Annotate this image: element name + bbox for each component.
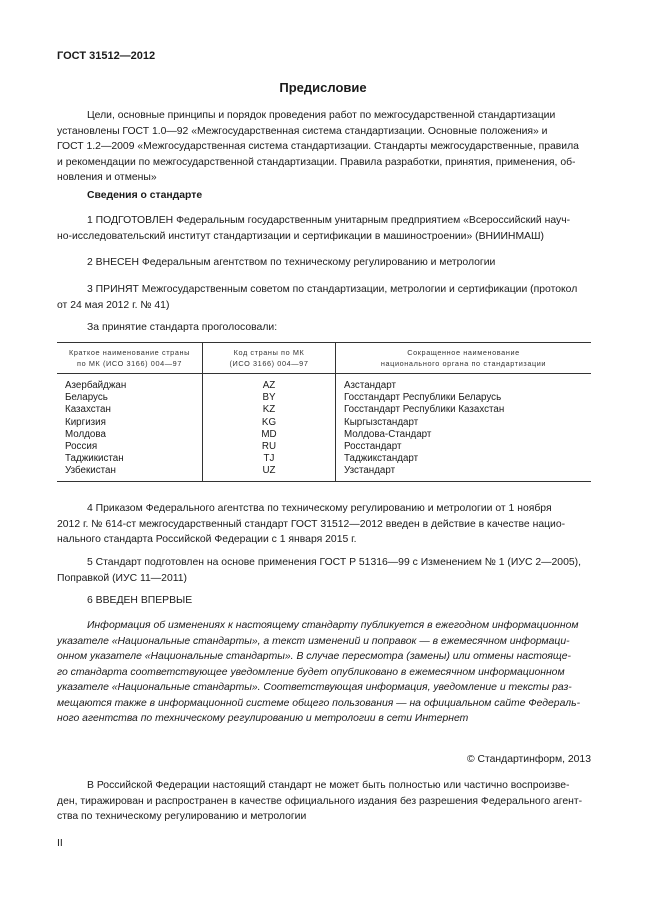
item-6-paragraph: [57, 593, 591, 609]
intro-line: ГОСТ 1.2—2009 «Межгосударственная система стандартизации. Стандарты межгосударственные, правила: [57, 141, 579, 152]
body-cell: Азстандарт: [336, 374, 592, 393]
item-4-line: 4 Приказом Федерального агентства по техническому регулированию и метрологии от 1 ноября: [87, 503, 552, 514]
body-cell: Узстандарт: [336, 465, 592, 481]
notice-paragraph: [57, 778, 591, 825]
table-row: [57, 392, 591, 404]
item-3-line: 3 ПРИНЯТ Межгосударственным советом по стандартизации, метрологии и сертификации (протокол: [87, 284, 578, 295]
notice-line: ства по техническому регулированию и метрологии: [57, 811, 307, 822]
vote-intro: За принятие стандарта проголосовали:: [87, 322, 278, 333]
code-cell: KZ: [203, 404, 336, 416]
code-cell: KG: [203, 417, 336, 429]
intro-line: новления и отмены»: [57, 172, 157, 183]
item-4-line: нального стандарта Российской Федерации с 1 января 2015 г.: [57, 534, 357, 545]
table-row: [57, 429, 591, 441]
item-4-paragraph: [57, 501, 591, 548]
intro-line: установлены ГОСТ 1.0—92 «Межгосударственная система стандартизации. Основные положения» и: [57, 125, 548, 137]
votes-table: [57, 342, 591, 482]
body-cell: Росстандарт: [336, 441, 592, 453]
country-cell: Молдова: [65, 428, 106, 440]
country-cell: Киргизия: [65, 416, 106, 428]
code-cell: BY: [203, 392, 336, 404]
item-4-line: 2012 г. № 614-ст межгосударственный стандарт ГОСТ 31512—2012 введен в действие в качестве нацио-: [57, 518, 566, 530]
table-row: [57, 441, 591, 453]
country-cell: Казахстан: [65, 404, 111, 416]
info-line: указателе «Национальные стандарты», а текст изменений и поправок — в ежемесячном информаци-: [57, 635, 570, 647]
item-2-paragraph: [57, 255, 591, 271]
header-country: Краткое наименование страны по МК (ИСО 3166) 004—97: [57, 343, 203, 374]
item-1-paragraph: [57, 213, 591, 244]
item-5-line: Поправкой (ИУС 11—2011): [57, 572, 187, 584]
header-body: Сокращенное наименование национального органа по стандартизации: [336, 343, 592, 374]
item-6-line: 6 ВВЕДЕН ВПЕРВЫЕ: [87, 595, 193, 606]
info-paragraph: [57, 618, 591, 727]
item-3-paragraph: [57, 282, 591, 313]
country-cell: Таджикистан: [65, 453, 124, 465]
country-cell: Азербайджан: [65, 380, 127, 391]
section-title-paragraph: [57, 188, 591, 204]
table-row: [57, 404, 591, 416]
item-1-line: но-исследовательский институт стандартизации и сертификации в машиностроении» (ВНИИНМАШ): [57, 230, 545, 242]
table-header-row: [57, 343, 591, 374]
document-header: ГОСТ 31512—2012: [57, 50, 156, 62]
body-cell: Молдова-Стандарт: [336, 429, 592, 441]
info-line: мещаются также в информационной системе общего пользования — на официальном сайте Федераль-: [57, 697, 581, 709]
section-title: Сведения о стандарте: [87, 190, 203, 201]
country-cell: Россия: [65, 441, 98, 453]
item-1-line: 1 ПОДГОТОВЛЕН Федеральным государственным унитарным предприятием «Всероссийский науч-: [87, 215, 571, 226]
info-line: онном указателе «Национальные стандарты». В случае пересмотра (замены) или отмены настояще-: [57, 651, 571, 662]
intro-line: и рекомендации по межгосударственной стандартизации. Правила разработки, принятия, применения, об-: [57, 156, 576, 168]
body-cell: Таджикстандарт: [336, 453, 592, 465]
item-3-line: от 24 мая 2012 г. № 41): [57, 299, 170, 311]
table-row: [57, 417, 591, 429]
page-title: Предисловие: [279, 80, 367, 95]
header-code: Код страны по МК (ИСО 3166) 004—97: [203, 343, 336, 374]
body-cell: Госстандарт Республики Казахстан: [336, 404, 592, 416]
code-cell: RU: [203, 441, 336, 453]
country-cell: Беларусь: [65, 392, 108, 404]
item-2-line: 2 ВНЕСЕН Федеральным агентством по техническому регулированию и метрологии: [87, 257, 496, 268]
info-line: ного агентства по техническому регулированию и метрологии в сети Интернет: [57, 713, 469, 724]
body-cell: Кыргызстандарт: [336, 417, 592, 429]
notice-line: ден, тиражирован и распространен в качестве официального издания без разрешения Федерального агент-: [57, 795, 583, 807]
notice-line: В Российской Федерации настоящий стандарт не может быть полностью или частично воспроизве-: [87, 780, 570, 791]
table-row: [57, 374, 591, 393]
intro-line: Цели, основные принципы и порядок проведения работ по межгосударственной стандартизации: [87, 110, 556, 121]
code-cell: AZ: [203, 374, 336, 393]
intro-paragraph: [57, 108, 591, 186]
country-cell: Узбекистан: [57, 465, 203, 481]
info-line: Информация об изменениях к настоящему стандарту публикуется в ежегодном информационном: [87, 620, 579, 631]
copyright: © Стандартинформ, 2013: [466, 754, 591, 765]
code-cell: MD: [203, 429, 336, 441]
code-cell: UZ: [203, 465, 336, 481]
vote-intro-paragraph: [57, 320, 591, 336]
body-cell: Госстандарт Республики Беларусь: [336, 392, 592, 404]
code-cell: TJ: [203, 453, 336, 465]
item-5-line: 5 Стандарт подготовлен на основе применения ГОСТ Р 51316—99 с Изменением № 1 (ИУС 2—2005),: [87, 557, 581, 568]
info-line: указателе «Национальные стандарты». Соответствующая информация, уведомление и тексты раз-: [57, 682, 572, 693]
info-line: го стандарта соответствующее уведомление будет опубликовано в ежемесячном информационном: [57, 666, 565, 678]
table-row: [57, 453, 591, 465]
table-row: [57, 465, 591, 481]
item-5-paragraph: [57, 555, 591, 586]
page-number: II: [57, 838, 63, 849]
